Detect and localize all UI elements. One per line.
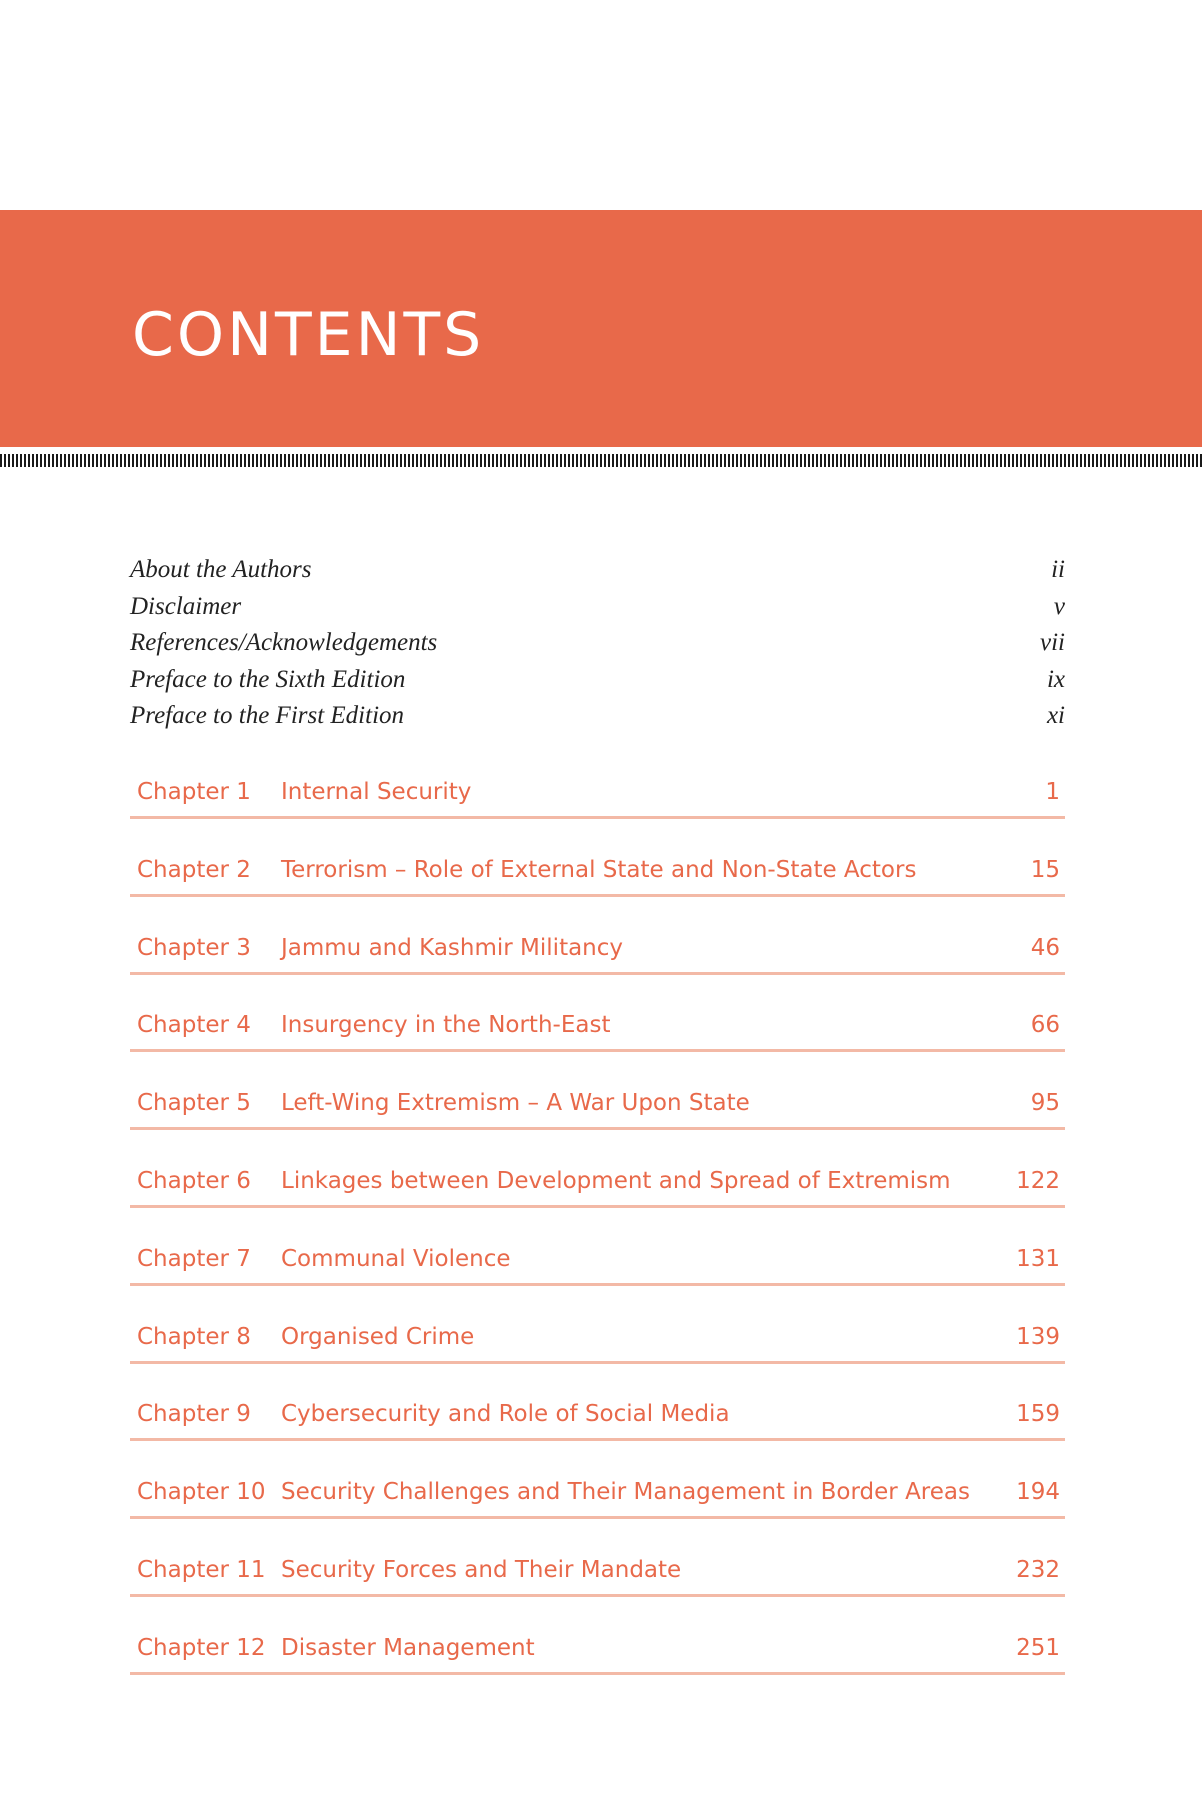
contents-banner <box>0 210 1202 447</box>
chapter-entry[interactable] <box>130 1390 1065 1468</box>
front-matter-title: About the Authors <box>130 556 312 583</box>
chapter-number: Chapter 11 <box>137 1556 266 1583</box>
chapter-divider <box>130 1672 1065 1675</box>
chapter-number: Chapter 6 <box>137 1167 251 1194</box>
chapter-divider <box>130 1283 1065 1286</box>
chapter-title: Terrorism – Role of External State and Non-State Actors <box>281 856 917 883</box>
front-matter-page: v <box>1053 592 1065 620</box>
chapter-number: Chapter 7 <box>137 1245 251 1272</box>
front-matter-page: vii <box>1040 629 1065 656</box>
chapter-number: Chapter 2 <box>137 856 251 883</box>
chapter-entry[interactable] <box>130 1546 1065 1624</box>
front-matter-item[interactable] <box>130 593 1065 630</box>
front-matter-item[interactable] <box>130 629 1065 666</box>
chapter-title: Jammu and Kashmir Militancy <box>281 934 624 961</box>
chapter-title: Communal Violence <box>281 1245 511 1272</box>
chapter-page: 159 <box>1016 1401 1060 1428</box>
chapter-divider <box>130 1049 1065 1052</box>
chapter-list <box>130 768 1065 1702</box>
chapter-page: 15 <box>1030 856 1060 883</box>
chapter-divider <box>130 972 1065 975</box>
chapter-divider <box>130 1438 1065 1441</box>
chapter-title: Linkages between Development and Spread of Extremism <box>281 1167 951 1194</box>
chapter-entry[interactable] <box>130 768 1065 846</box>
chapter-number: Chapter 3 <box>137 934 251 961</box>
chapter-entry[interactable] <box>130 1624 1065 1702</box>
chapter-entry[interactable] <box>130 1001 1065 1079</box>
chapter-title: Security Challenges and Their Management in Border Areas <box>281 1479 970 1506</box>
chapter-number: Chapter 8 <box>137 1323 251 1350</box>
chapter-divider <box>130 816 1065 819</box>
chapter-divider <box>130 1361 1065 1364</box>
chapter-number: Chapter 1 <box>137 779 251 805</box>
front-matter-item[interactable] <box>130 702 1065 739</box>
chapter-entry[interactable] <box>130 924 1065 1002</box>
front-matter-item[interactable] <box>130 556 1065 593</box>
front-matter-title: References/Acknowledgements <box>130 629 438 656</box>
chapter-number: Chapter 5 <box>137 1090 251 1117</box>
page-title: CONTENTS <box>132 300 485 370</box>
chapter-divider <box>130 1127 1065 1130</box>
front-matter-item[interactable] <box>130 666 1065 703</box>
chapter-page: 95 <box>1030 1090 1060 1117</box>
chapter-number: Chapter 10 <box>137 1479 266 1506</box>
chapter-title: Cybersecurity and Role of Social Media <box>281 1401 730 1428</box>
chapter-page: 122 <box>1016 1167 1060 1194</box>
front-matter-title: Preface to the Sixth Edition <box>130 665 406 693</box>
chapter-title: Security Forces and Their Mandate <box>281 1556 682 1583</box>
front-matter-list <box>130 556 1065 739</box>
front-matter-page: ii <box>1051 556 1065 583</box>
chapter-title: Disaster Management <box>281 1634 535 1661</box>
chapter-page: 66 <box>1030 1012 1060 1039</box>
chapter-divider <box>130 1205 1065 1208</box>
front-matter-title: Preface to the First Edition <box>130 702 405 729</box>
chapter-title: Insurgency in the North-East <box>281 1012 611 1039</box>
front-matter-title: Disclaimer <box>130 592 242 620</box>
chapter-title: Left-Wing Extremism – A War Upon State <box>281 1090 750 1117</box>
chapter-number: Chapter 12 <box>137 1634 266 1661</box>
chapter-entry[interactable] <box>130 1468 1065 1546</box>
chapter-number: Chapter 9 <box>137 1401 251 1428</box>
chapter-entry[interactable] <box>130 1157 1065 1235</box>
chapter-page: 1 <box>1045 779 1060 805</box>
chapter-entry[interactable] <box>130 1235 1065 1313</box>
chapter-title: Organised Crime <box>281 1323 475 1350</box>
front-matter-page: ix <box>1046 665 1065 693</box>
chapter-divider <box>130 1516 1065 1519</box>
chapter-title: Internal Security <box>281 779 472 805</box>
chapter-entry[interactable] <box>130 1079 1065 1157</box>
chapter-page: 46 <box>1030 934 1060 961</box>
decorative-tick-strip <box>0 454 1202 467</box>
chapter-divider <box>130 1594 1065 1597</box>
chapter-page: 194 <box>1016 1479 1060 1506</box>
chapter-divider <box>130 894 1065 897</box>
chapter-page: 232 <box>1016 1556 1060 1583</box>
chapter-entry[interactable] <box>130 846 1065 924</box>
chapter-page: 139 <box>1016 1323 1060 1350</box>
chapter-number: Chapter 4 <box>137 1012 251 1039</box>
chapter-entry[interactable] <box>130 1313 1065 1391</box>
front-matter-page: xi <box>1046 702 1065 729</box>
chapter-page: 251 <box>1016 1634 1060 1661</box>
chapter-page: 131 <box>1016 1245 1060 1272</box>
